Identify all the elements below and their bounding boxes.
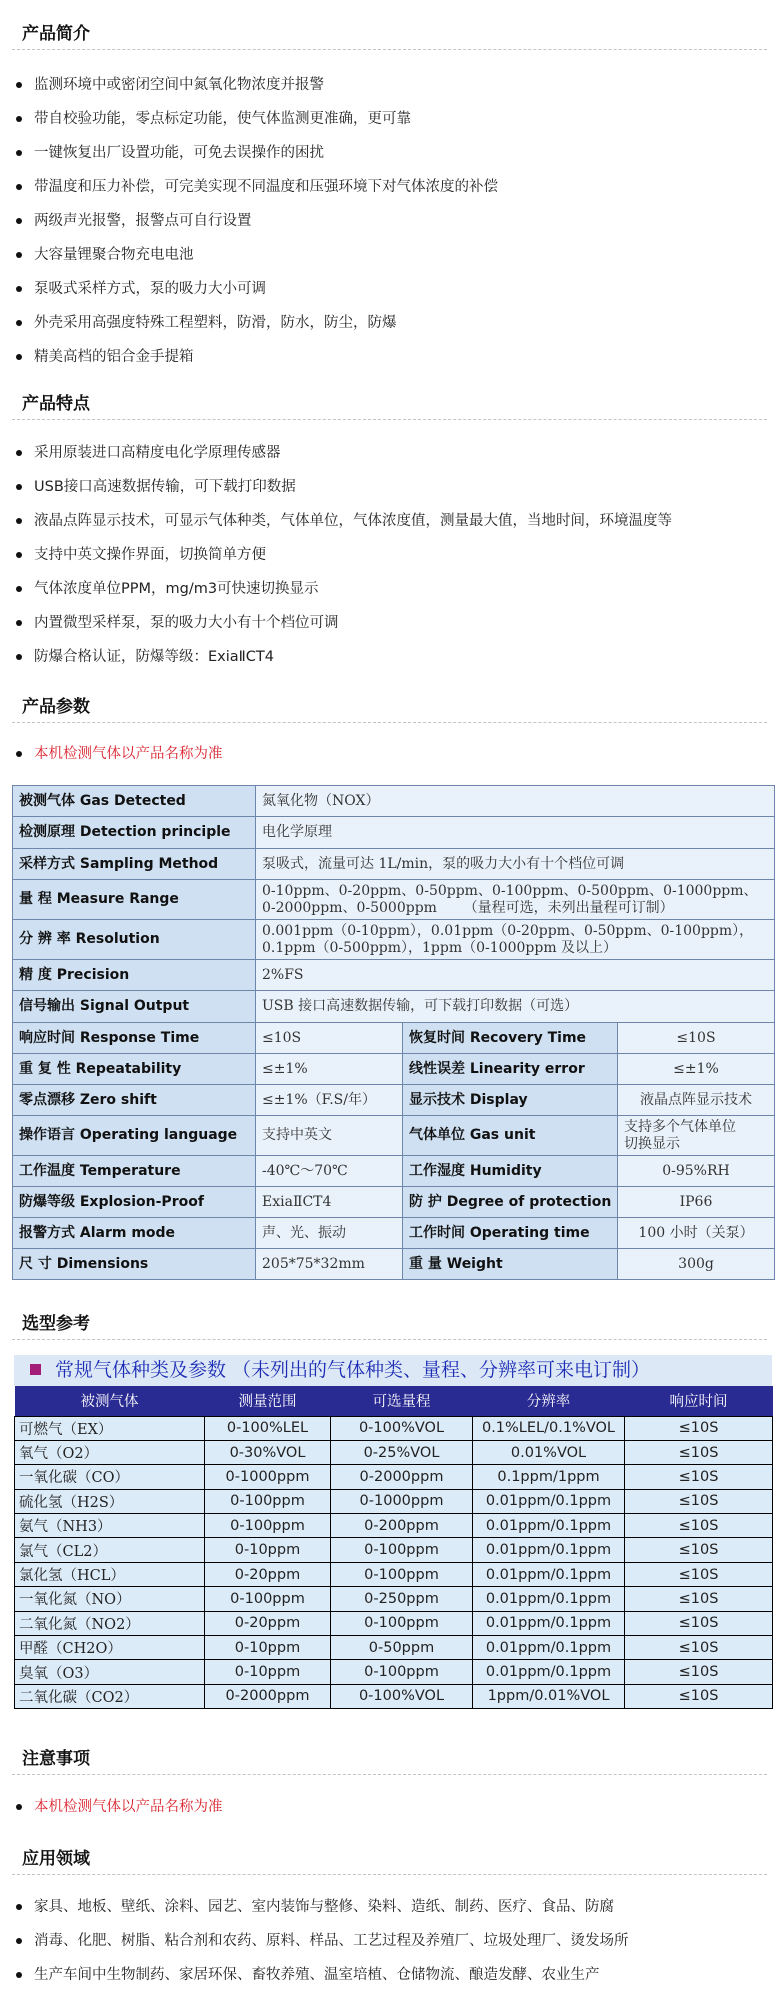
table-cell: ≤10S	[625, 1440, 773, 1464]
column-header: 响应时间	[625, 1386, 773, 1416]
table-row	[13, 1156, 775, 1187]
spec-label: 气体单位 Gas unit	[403, 1116, 618, 1156]
table-cell: ≤10S	[625, 1562, 773, 1586]
spec-value: 2%FS	[256, 960, 775, 991]
table-cell: 0-1000ppm	[331, 1489, 473, 1513]
table-row	[15, 1514, 773, 1538]
gas-table-banner-text: 常规气体种类及参数 （未列出的气体种类、量程、分辨率可来电订制）	[55, 1359, 651, 1381]
params-note	[14, 738, 769, 770]
spec-value: 300g	[618, 1249, 775, 1280]
list-item: 家具、地板、壁纸、涂料、园艺、室内装饰与整修、染料、造纸、制药、医疗、食品、防腐	[14, 1890, 769, 1924]
spec-value-line: 0-2000ppm、0-5000ppm （量程可选，未列出量程可订制）	[262, 899, 674, 916]
list-item: 液晶点阵显示技术，可显示气体种类，气体单位，气体浓度值，测量最大值，当地时间，环境温度等	[14, 504, 769, 538]
table-row	[15, 1611, 773, 1635]
column-header: 可选量程	[331, 1386, 473, 1416]
table-cell: 0.01ppm/0.1ppm	[473, 1538, 625, 1562]
table-cell: 0.01ppm/0.1ppm	[473, 1587, 625, 1611]
table-cell: ≤10S	[625, 1465, 773, 1489]
table-cell: 0-30%VOL	[205, 1440, 331, 1464]
spec-value: ≤±1%	[618, 1054, 775, 1085]
spec-value: USB 接口高速数据传输，可下载打印数据（可选）	[256, 991, 775, 1023]
spec-label: 被测气体 Gas Detected	[13, 786, 256, 817]
column-header: 被测气体	[15, 1386, 205, 1416]
table-cell: 0.01ppm/0.1ppm	[473, 1660, 625, 1684]
spec-label: 重 量 Weight	[403, 1249, 618, 1280]
spec-value-line: 切换显示	[624, 1135, 680, 1152]
table-cell: 0.01ppm/0.1ppm	[473, 1611, 625, 1635]
table-cell: 0.01ppm/0.1ppm	[473, 1562, 625, 1586]
table-cell: ≤10S	[625, 1538, 773, 1562]
table-row	[15, 1416, 773, 1440]
table-row	[13, 1054, 775, 1085]
list-item: 内置微型采样泵，泵的吸力大小有十个档位可调	[14, 606, 769, 640]
gas-name: 一氧化氮（NO）	[15, 1587, 205, 1611]
table-cell: 0-100%LEL	[205, 1416, 331, 1440]
section-title-intro: 产品简介	[12, 20, 767, 50]
table-cell: 0-20ppm	[205, 1562, 331, 1586]
spec-value-line: 0-10ppm、0-20ppm、0-50ppm、0-100ppm、0-500ppm、0-1000ppm、	[262, 882, 758, 899]
spec-value: 电化学原理	[256, 817, 775, 849]
table-row	[15, 1587, 773, 1611]
table-row	[15, 1684, 773, 1708]
table-cell: 0-50ppm	[331, 1636, 473, 1660]
table-cell: 0.01ppm/0.1ppm	[473, 1514, 625, 1538]
table-cell: 0-100ppm	[331, 1611, 473, 1635]
table-row	[15, 1538, 773, 1562]
spec-value: 液晶点阵显示技术	[618, 1085, 775, 1116]
spec-value: 泵吸式，流量可达 1L/min，泵的吸力大小有十个档位可调	[256, 849, 775, 880]
table-row	[13, 1218, 775, 1249]
table-cell: 0-1000ppm	[205, 1465, 331, 1489]
column-header: 分辨率	[473, 1386, 625, 1416]
gas-table-banner	[14, 1355, 772, 1386]
spec-label: 恢复时间 Recovery Time	[403, 1023, 618, 1054]
spec-value-line: 支持多个气体单位	[624, 1118, 736, 1135]
table-row	[13, 920, 775, 960]
table-cell: 0-200ppm	[331, 1514, 473, 1538]
table-cell: 0-100ppm	[205, 1514, 331, 1538]
list-item: 支持中英文操作界面，切换简单方便	[14, 538, 769, 572]
gas-name: 氯化氢（HCL）	[15, 1562, 205, 1586]
spec-label: 零点漂移 Zero shift	[13, 1085, 256, 1116]
table-row	[13, 1116, 775, 1156]
notes-list	[14, 1791, 769, 1823]
gas-name: 二氧化碳（CO2）	[15, 1684, 205, 1708]
list-item: 消毒、化肥、树脂、粘合剂和农药、原料、样品、工艺过程及养殖厂、垃圾处理厂、烫发场所	[14, 1924, 769, 1958]
table-cell: 0-100%VOL	[331, 1684, 473, 1708]
list-item: 两级声光报警，报警点可自行设置	[14, 204, 769, 238]
table-cell: 0-20ppm	[205, 1611, 331, 1635]
spec-label: 报警方式 Alarm mode	[13, 1218, 256, 1249]
gas-name: 臭氧（O3）	[15, 1660, 205, 1684]
spec-label: 线性误差 Linearity error	[403, 1054, 618, 1085]
table-row	[15, 1562, 773, 1586]
list-item: 监测环境中或密闭空间中氮氧化物浓度并报警	[14, 68, 769, 102]
spec-label: 工作湿度 Humidity	[403, 1156, 618, 1187]
gas-table	[14, 1386, 773, 1709]
table-cell: 0-100ppm	[331, 1562, 473, 1586]
gas-name: 二氧化氮（NO2）	[15, 1611, 205, 1635]
spec-value: ≤±1%（F.S/年）	[256, 1085, 403, 1116]
square-bullet-icon	[30, 1364, 41, 1375]
list-item: 一键恢复出厂设置功能，可免去误操作的困扰	[14, 136, 769, 170]
list-item: 泵吸式采样方式，泵的吸力大小可调	[14, 272, 769, 306]
table-cell: 0-100ppm	[331, 1538, 473, 1562]
table-cell: 1ppm/0.01%VOL	[473, 1684, 625, 1708]
table-cell: 0-25%VOL	[331, 1440, 473, 1464]
section-title-params: 产品参数	[12, 693, 767, 723]
section-title-selection: 选型参考	[12, 1310, 767, 1340]
applications-list	[14, 1890, 769, 1992]
table-row	[13, 786, 775, 817]
spec-value: ≤10S	[256, 1023, 403, 1054]
spec-value: 声、光、振动	[256, 1218, 403, 1249]
list-item: 精美高档的铝合金手提箱	[14, 340, 769, 374]
list-item: 带温度和压力补偿，可完美实现不同温度和压强环境下对气体浓度的补偿	[14, 170, 769, 204]
table-cell: ≤10S	[625, 1416, 773, 1440]
spec-value: -40℃～70℃	[256, 1156, 403, 1187]
table-row	[13, 991, 775, 1023]
spec-value	[618, 1116, 775, 1156]
spec-label: 精 度 Precision	[13, 960, 256, 991]
spec-value: 支持中英文	[256, 1116, 403, 1156]
gas-name: 氯气（CL2）	[15, 1538, 205, 1562]
gas-name: 氨气（NH3）	[15, 1514, 205, 1538]
table-row	[13, 960, 775, 991]
section-title-notes: 注意事项	[12, 1745, 767, 1775]
section-title-applications: 应用领域	[12, 1845, 767, 1875]
list-item: 带自校验功能，零点标定功能，使气体监测更准确，更可靠	[14, 102, 769, 136]
table-row	[15, 1489, 773, 1513]
table-cell: 0.1ppm/1ppm	[473, 1465, 625, 1489]
column-header: 测量范围	[205, 1386, 331, 1416]
table-cell: ≤10S	[625, 1684, 773, 1708]
spec-value: ≤±1%	[256, 1054, 403, 1085]
intro-list	[14, 68, 769, 374]
note-item: 本机检测气体以产品名称为准	[14, 1791, 769, 1823]
spec-value: 100 小时（关泵）	[618, 1218, 775, 1249]
table-row	[15, 1465, 773, 1489]
table-cell: ≤10S	[625, 1587, 773, 1611]
table-cell: ≤10S	[625, 1489, 773, 1513]
table-cell: 0.1%LEL/0.1%VOL	[473, 1416, 625, 1440]
spec-label: 显示技术 Display	[403, 1085, 618, 1116]
table-cell: 0-10ppm	[205, 1538, 331, 1562]
table-row	[13, 1187, 775, 1218]
table-cell: 0-2000ppm	[205, 1684, 331, 1708]
spec-label: 响应时间 Response Time	[13, 1023, 256, 1054]
table-row	[15, 1660, 773, 1684]
note-item: 本机检测气体以产品名称为准	[14, 738, 769, 770]
features-list	[14, 436, 769, 674]
table-cell: ≤10S	[625, 1611, 773, 1635]
gas-name: 硫化氢（H2S）	[15, 1489, 205, 1513]
spec-value: 0-95%RH	[618, 1156, 775, 1187]
table-cell: 0.01%VOL	[473, 1440, 625, 1464]
spec-value: ExiaⅡCT4	[256, 1187, 403, 1218]
spec-label: 工作温度 Temperature	[13, 1156, 256, 1187]
gas-name: 一氧化碳（CO）	[15, 1465, 205, 1489]
table-row	[13, 817, 775, 849]
table-cell: 0-100ppm	[205, 1489, 331, 1513]
list-item: 气体浓度单位PPM，mg/m3可快速切换显示	[14, 572, 769, 606]
gas-name: 可燃气（EX）	[15, 1416, 205, 1440]
table-cell: 0-250ppm	[331, 1587, 473, 1611]
spec-label: 操作语言 Operating language	[13, 1116, 256, 1156]
spec-label: 工作时间 Operating time	[403, 1218, 618, 1249]
table-row	[13, 849, 775, 880]
spec-label: 量 程 Measure Range	[13, 880, 256, 920]
table-cell: 0.01ppm/0.1ppm	[473, 1636, 625, 1660]
table-row	[15, 1636, 773, 1660]
table-row	[13, 1249, 775, 1280]
spec-label: 防 护 Degree of protection	[403, 1187, 618, 1218]
table-row	[15, 1440, 773, 1464]
spec-value: IP66	[618, 1187, 775, 1218]
list-item: 外壳采用高强度特殊工程塑料，防滑，防水，防尘，防爆	[14, 306, 769, 340]
spec-label: 信号输出 Signal Output	[13, 991, 256, 1023]
table-cell: 0-10ppm	[205, 1636, 331, 1660]
table-row	[13, 1023, 775, 1054]
spec-label: 采样方式 Sampling Method	[13, 849, 256, 880]
spec-label: 分 辨 率 Resolution	[13, 920, 256, 960]
table-cell: 0.01ppm/0.1ppm	[473, 1489, 625, 1513]
spec-value: 205*75*32mm	[256, 1249, 403, 1280]
table-row	[13, 880, 775, 920]
spec-label: 重 复 性 Repeatability	[13, 1054, 256, 1085]
spec-label: 防爆等级 Explosion-Proof	[13, 1187, 256, 1218]
gas-name: 甲醛（CH2O）	[15, 1636, 205, 1660]
gas-name: 氧气（O2）	[15, 1440, 205, 1464]
table-cell: 0-100ppm	[205, 1587, 331, 1611]
table-cell: 0-100%VOL	[331, 1416, 473, 1440]
spec-value: 氮氧化物（NOX）	[256, 786, 775, 817]
list-item: USB接口高速数据传输，可下载打印数据	[14, 470, 769, 504]
section-title-features: 产品特点	[12, 390, 767, 420]
spec-label: 尺 寸 Dimensions	[13, 1249, 256, 1280]
list-item: 采用原装进口高精度电化学原理传感器	[14, 436, 769, 470]
table-cell: ≤10S	[625, 1514, 773, 1538]
list-item: 生产车间中生物制药、家居环保、畜牧养殖、温室培植、仓储物流、酿造发酵、农业生产	[14, 1958, 769, 1992]
table-cell: ≤10S	[625, 1636, 773, 1660]
spec-value-line: 0.001ppm（0-10ppm），0.01ppm（0-20ppm、0-50ppm、0-100ppm），	[262, 922, 754, 939]
table-cell: 0-100ppm	[331, 1660, 473, 1684]
spec-value: ≤10S	[618, 1023, 775, 1054]
table-cell: 0-10ppm	[205, 1660, 331, 1684]
table-header-row	[15, 1386, 773, 1416]
spec-table	[12, 785, 775, 1280]
spec-value	[256, 880, 775, 920]
spec-label: 检测原理 Detection principle	[13, 817, 256, 849]
table-row	[13, 1085, 775, 1116]
list-item: 防爆合格认证，防爆等级：ExiaⅡCT4	[14, 640, 769, 674]
table-cell: ≤10S	[625, 1660, 773, 1684]
table-cell: 0-2000ppm	[331, 1465, 473, 1489]
list-item: 大容量锂聚合物充电电池	[14, 238, 769, 272]
spec-value	[256, 920, 775, 960]
spec-value-line: 0.1ppm（0-500ppm），1ppm（0-1000ppm 及以上）	[262, 939, 618, 956]
